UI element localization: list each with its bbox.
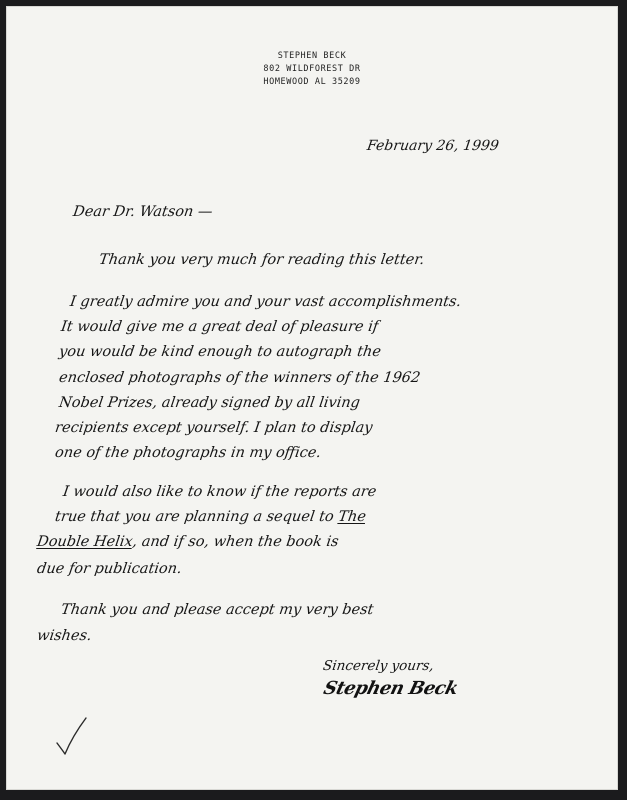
body-line-part: , and if so, when the book is <box>131 534 340 550</box>
body-line: enclosed photographs of the winners of the 1962 <box>58 370 422 386</box>
body-line: Nobel Prizes, already signed by all living <box>58 395 362 411</box>
body-line: I greatly admire you and your vast accomplishments. <box>69 294 463 310</box>
body-line: you would be kind enough to autograph the <box>58 344 383 360</box>
letter-closing: Sincerely yours, <box>322 658 435 674</box>
letterhead <box>6 50 618 89</box>
body-line: due for publication. <box>36 561 183 577</box>
letter-salutation: Dear Dr. Watson — <box>72 204 214 220</box>
body-line: I would also like to know if the reports are <box>62 484 378 500</box>
letterhead-name: STEPHEN BECK <box>277 51 347 61</box>
body-line: Thank you very much for reading this letter. <box>98 252 426 268</box>
body-line: It would give me a great deal of pleasure if <box>60 319 380 335</box>
letterhead-city: HOMEWOOD AL 35209 <box>263 77 361 87</box>
handwritten-signature: Stephen Beck <box>321 678 460 699</box>
book-title-underlined: The <box>337 509 368 525</box>
body-line: recipients except yourself. I plan to display <box>54 420 374 436</box>
book-title-underlined: Double Helix <box>36 534 134 550</box>
body-line: wishes. <box>36 628 93 644</box>
check-mark-icon <box>54 716 88 756</box>
letter-date: February 26, 1999 <box>366 138 500 154</box>
body-line-part: true that you are planning a sequel to <box>54 509 335 525</box>
body-line <box>54 509 367 525</box>
body-line: one of the photographs in my office. <box>54 445 323 461</box>
letter-sheet <box>6 6 618 790</box>
body-line <box>36 534 340 550</box>
body-line: Thank you and please accept my very best <box>60 602 375 618</box>
letterhead-street: 802 WILDFOREST DR <box>263 64 361 74</box>
